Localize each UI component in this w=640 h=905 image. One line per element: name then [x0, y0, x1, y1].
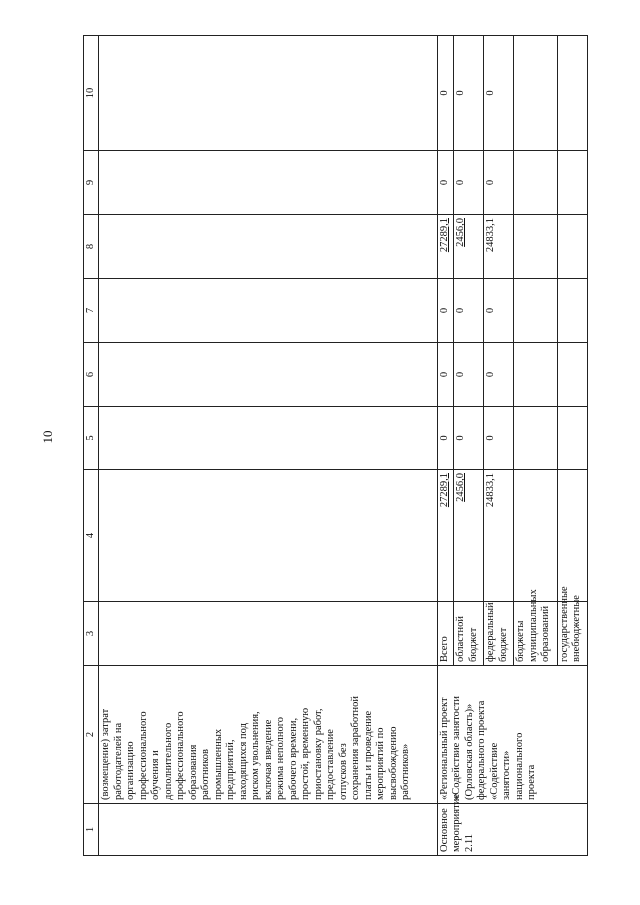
- empty-cell: [99, 215, 438, 279]
- value-cell: 0: [454, 407, 484, 470]
- value-cell: 0: [484, 279, 514, 343]
- value-cell: 0: [484, 343, 514, 407]
- funding-source-cell: областной бюджет: [454, 602, 484, 666]
- value-cell: 2456,0: [454, 215, 484, 279]
- col1-empty-cell: [99, 804, 438, 856]
- value-cell: [557, 407, 587, 470]
- empty-cell: [99, 343, 438, 407]
- value-cell: 27289,1: [437, 470, 454, 602]
- value-cell: 24833,1: [484, 215, 514, 279]
- value-cell: [514, 151, 557, 215]
- value-cell: 0: [437, 279, 454, 343]
- page-number: 10: [40, 430, 55, 444]
- activity-description-cell: «Региональный проект «Содействие занятости (Орловская область)» федерального проекта «Содействие занятости» национального проекта: [437, 666, 587, 804]
- value-cell: 0: [454, 151, 484, 215]
- value-cell: [514, 470, 557, 602]
- column-header: 2: [84, 666, 99, 804]
- value-cell: [514, 279, 557, 343]
- column-header: 8: [84, 215, 99, 279]
- continuation-row: [99, 36, 438, 856]
- column-header: 10: [84, 36, 99, 151]
- empty-cell: [99, 407, 438, 470]
- empty-cell: [99, 151, 438, 215]
- value-cell: [557, 36, 587, 151]
- value-cell: [514, 36, 557, 151]
- empty-cell: [99, 470, 438, 602]
- value-cell: [514, 343, 557, 407]
- value-cell: [557, 151, 587, 215]
- funding-source-cell: бюджеты муниципальных образований: [514, 602, 557, 666]
- value-cell: 27289,1: [437, 215, 454, 279]
- value-cell: [557, 470, 587, 602]
- value-cell: [557, 215, 587, 279]
- value-cell: 0: [454, 343, 484, 407]
- value-cell: [557, 279, 587, 343]
- value-cell: 0: [437, 407, 454, 470]
- column-header: 7: [84, 279, 99, 343]
- funding-source-cell: Всего: [437, 602, 454, 666]
- value-cell: [557, 343, 587, 407]
- value-cell: 0: [454, 36, 484, 151]
- budget-table: [83, 35, 588, 856]
- funding-source-cell: государственные внебюджетные: [557, 602, 587, 666]
- value-cell: 0: [484, 36, 514, 151]
- empty-cell: [99, 279, 438, 343]
- value-cell: 24833,1: [484, 470, 514, 602]
- continued-description-cell: (возмещение) затрат работодателей на организацию профессионального обучения и дополнительного профессионального образования работников промышленных предприятий, находящихся под риском увольнения, включая введение режима неполного рабочего времени, простой, временную приостановку работ, предоставление отпусков без сохранения заработной платы и проведение мероприятий по высвобождению работников»: [99, 666, 438, 804]
- column-header: 9: [84, 151, 99, 215]
- column-header: 3: [84, 602, 99, 666]
- empty-cell: [99, 36, 438, 151]
- value-cell: 0: [454, 279, 484, 343]
- value-cell: 0: [437, 343, 454, 407]
- rotated-table-container: [83, 36, 588, 856]
- value-cell: 0: [484, 151, 514, 215]
- value-cell: [514, 407, 557, 470]
- funding-row-total: [437, 36, 454, 856]
- value-cell: [514, 215, 557, 279]
- column-number-row: [84, 36, 99, 856]
- column-header: 1: [84, 804, 99, 856]
- activity-code-cell: Основное мероприятие 2.11: [437, 804, 587, 856]
- value-cell: 0: [437, 151, 454, 215]
- funding-source-cell: федеральный бюджет: [484, 602, 514, 666]
- value-cell: 0: [437, 36, 454, 151]
- column-header: 5: [84, 407, 99, 470]
- value-cell: 2456,0: [454, 470, 484, 602]
- column-header: 6: [84, 343, 99, 407]
- empty-cell: [99, 602, 438, 666]
- column-header: 4: [84, 470, 99, 602]
- value-cell: 0: [484, 407, 514, 470]
